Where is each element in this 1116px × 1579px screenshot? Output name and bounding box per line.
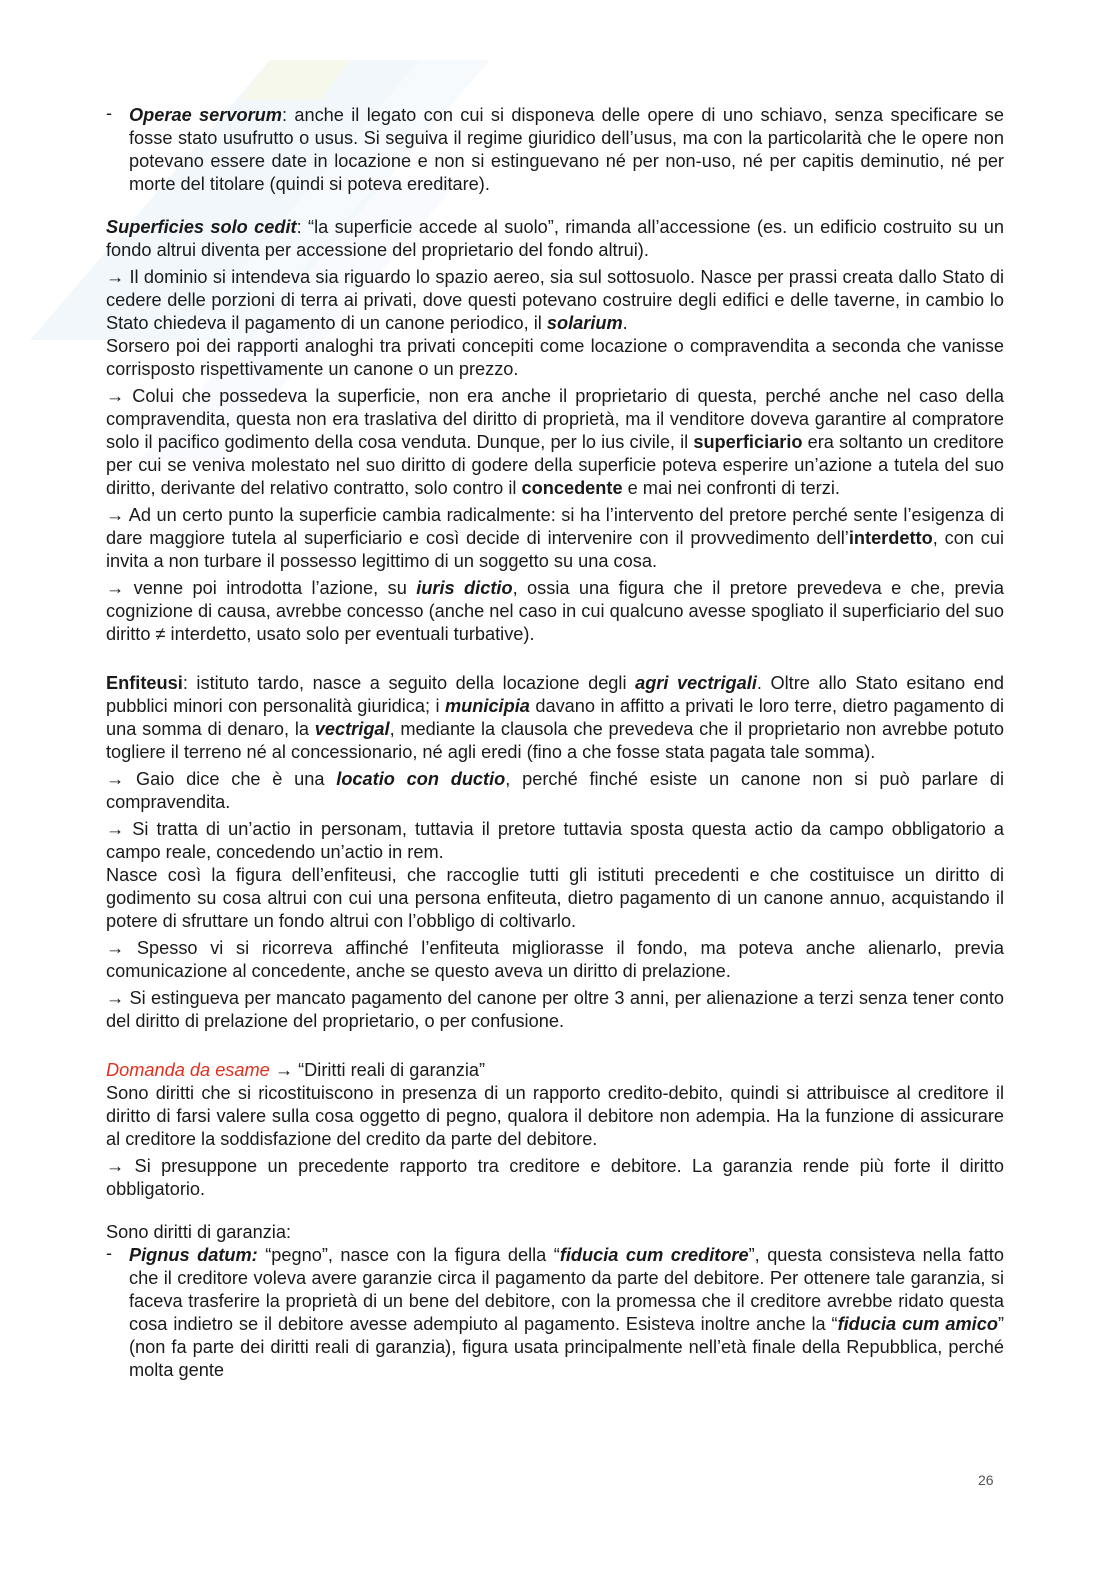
bullet-dash: -: [106, 103, 113, 123]
term-operae-servorum: Operae servorum: [129, 105, 282, 125]
paragraph-domanda-2: → Si presuppone un precedente rapporto tra creditore e debitore. La garanzia rende più forte il diritto obbligatorio.: [106, 1156, 1004, 1199]
paragraph-garanzia-intro: Sono diritti di garanzia:: [106, 1222, 292, 1242]
paragraph-enfiteusi-5: → Si estingueva per mancato pagamento del canone per oltre 3 anni, per alienazione a terzi senza tener conto del diritto di prelazione del proprietario, o per confusione.: [106, 988, 1004, 1031]
document-page: [106, 104, 1004, 1386]
paragraph-enfiteusi-4: → Spesso vi si ricorreva affinché l’enfiteuta migliorasse il fondo, ma poteva anche alienarlo, previa comunicazione al concedente, anche se questo aveva un diritto di prelazione.: [106, 938, 1004, 981]
exam-question-label: Domanda da esame: [106, 1060, 270, 1080]
paragraph-enfiteusi-2: → Gaio dice che è una locatio con ductio, perché finché esiste un canone non si può parlare di compravendita.: [106, 769, 1005, 812]
paragraph-superficies: Superficies solo cedit: “la superficie accede al suolo”, rimanda all’accessione (es. un edificio costruito su un fondo altrui diventa per accessione del proprietario del fondo altrui).: [106, 217, 1004, 260]
list-item-operae: - Operae servorum: anche il legato con cui si disponeva delle opere di uno schiavo, senza specificare se fosse stato usufrutto o usus. Si seguiva il regime giuridico dell’usus, ma con la particolarità che le opere non potevano essere date in locazione e non si estinguevano né per non-uso, né per capitis deminutio, né per morte del titolare (quindi si poteva ereditare).: [106, 103, 1004, 194]
paragraph-superficies-4: → Ad un certo punto la superficie cambia radicalmente: si ha l’intervento del pretore perché sente l’esigenza di dare maggiore tutela al superficiario e così decide di intervenire con il provvedimento dell’interdetto, con cui invita a non turbare il possesso legittimo di un soggetto su una cosa.: [106, 505, 1004, 571]
list-item-pignus: - Pignus datum: “pegno”, nasce con la figura della “fiducia cum creditore”, questa consisteva nella fatto che il creditore voleva avere garanzie circa il pagamento da parte del debitore. Per ottenere tale garanzia, si faceva trasferire la proprietà di un bene del debitore, con la promessa che il creditore avrebbe ridato questa cosa indietro se il debitore avesse adempiuto al pagamento. Esisteva inoltre anche la “fiducia cum amico” (non fa parte dei diritti reali di garanzia), figura usata principalmente nell’età finale della Repubblica, perché molta gente: [106, 1243, 1004, 1380]
paragraph-enfiteusi: Enfiteusi: istituto tardo, nasce a seguito della locazione degli agri vectrigali. Oltre allo Stato esitano end pubblici minori con personalità giuridica; i municipia davano in affitto a privati le loro terre, dietro pagamento di una somma di denaro, la vectrigal, mediante la clausola che prevedeva che il proprietario non avrebbe potuto togliere il terreno né al concessionario, né agli eredi (fino a che fosse stata pagata tale somma).: [106, 673, 1005, 762]
paragraph-superficies-2: → Il dominio si intendeva sia riguardo lo spazio aereo, sia sul sottosuolo. Nasce per prassi creata dallo Stato di cedere delle porzioni di terra ai privati, dove questi potevano costruire degli edifici e delle taverne, in cambio lo Stato chiedeva il pagamento di un canone periodico, il solarium. Sorsero poi dei rapporti analoghi tra privati concepiti come locazione o compravendita a seconda che vanisse corrisposto rispettivamente un canone o un prezzo.: [106, 267, 1004, 379]
term-pignus-datum: Pignus datum:: [129, 1245, 258, 1265]
paragraph-domanda: Domanda da esame → “Diritti reali di garanzia” Sono diritti che si ricostituiscono in presenza di un rapporto credito-debito, quindi si attribuisce al creditore il diritto di farsi valere sulla cosa oggetto di pegno, qualora il debitore non adempia. Ha la funzione di assicurare al creditore la soddisfazione del credito da parte del debitore.: [106, 1060, 1004, 1149]
page-number: 26: [978, 1472, 994, 1488]
paragraph-superficies-5: → venne poi introdotta l’azione, su iuris dictio, ossia una figura che il pretore prevedeva e che, previa cognizione di causa, avrebbe concesso (anche nel caso in cui qualcuno avesse spogliato il superficiario del suo diritto ≠ interdetto, usato solo per eventuali turbative).: [106, 578, 1004, 644]
paragraph-enfiteusi-3: → Si tratta di un’actio in personam, tuttavia il pretore tuttavia sposta questa actio da campo obbligatorio a campo reale, concedendo un’actio in rem. Nasce così la figura dell’enfiteusi, che raccoglie tutti gli istituti precedenti e che costituisce un diritto di godimento su cosa altrui con cui una persona enfiteuta, dietro pagamento di un canone annuo, acquistando il potere di sfruttare un fondo altrui con l’obbligo di coltivarlo.: [106, 819, 1004, 931]
paragraph-superficies-3: → Colui che possedeva la superficie, non era anche il proprietario di questa, perché anche nel caso della compravendita, questa non era traslativa del diritto di proprietà, ma il venditore doveva garantire al compratore solo il pacifico godimento della cosa venduta. Dunque, per lo ius civile, il superficiario era soltanto un creditore per cui se veniva molestato nel suo diritto di godere della superficie poteva esperire un’azione a tutela del suo diritto, derivante del relativo contratto, solo contro il concedente e mai nei confronti di terzi.: [106, 386, 1004, 498]
bullet-dash: -: [106, 1243, 113, 1263]
term-enfiteusi: Enfiteusi: [106, 673, 183, 693]
term-superficies: Superficies solo cedit: [106, 217, 297, 237]
